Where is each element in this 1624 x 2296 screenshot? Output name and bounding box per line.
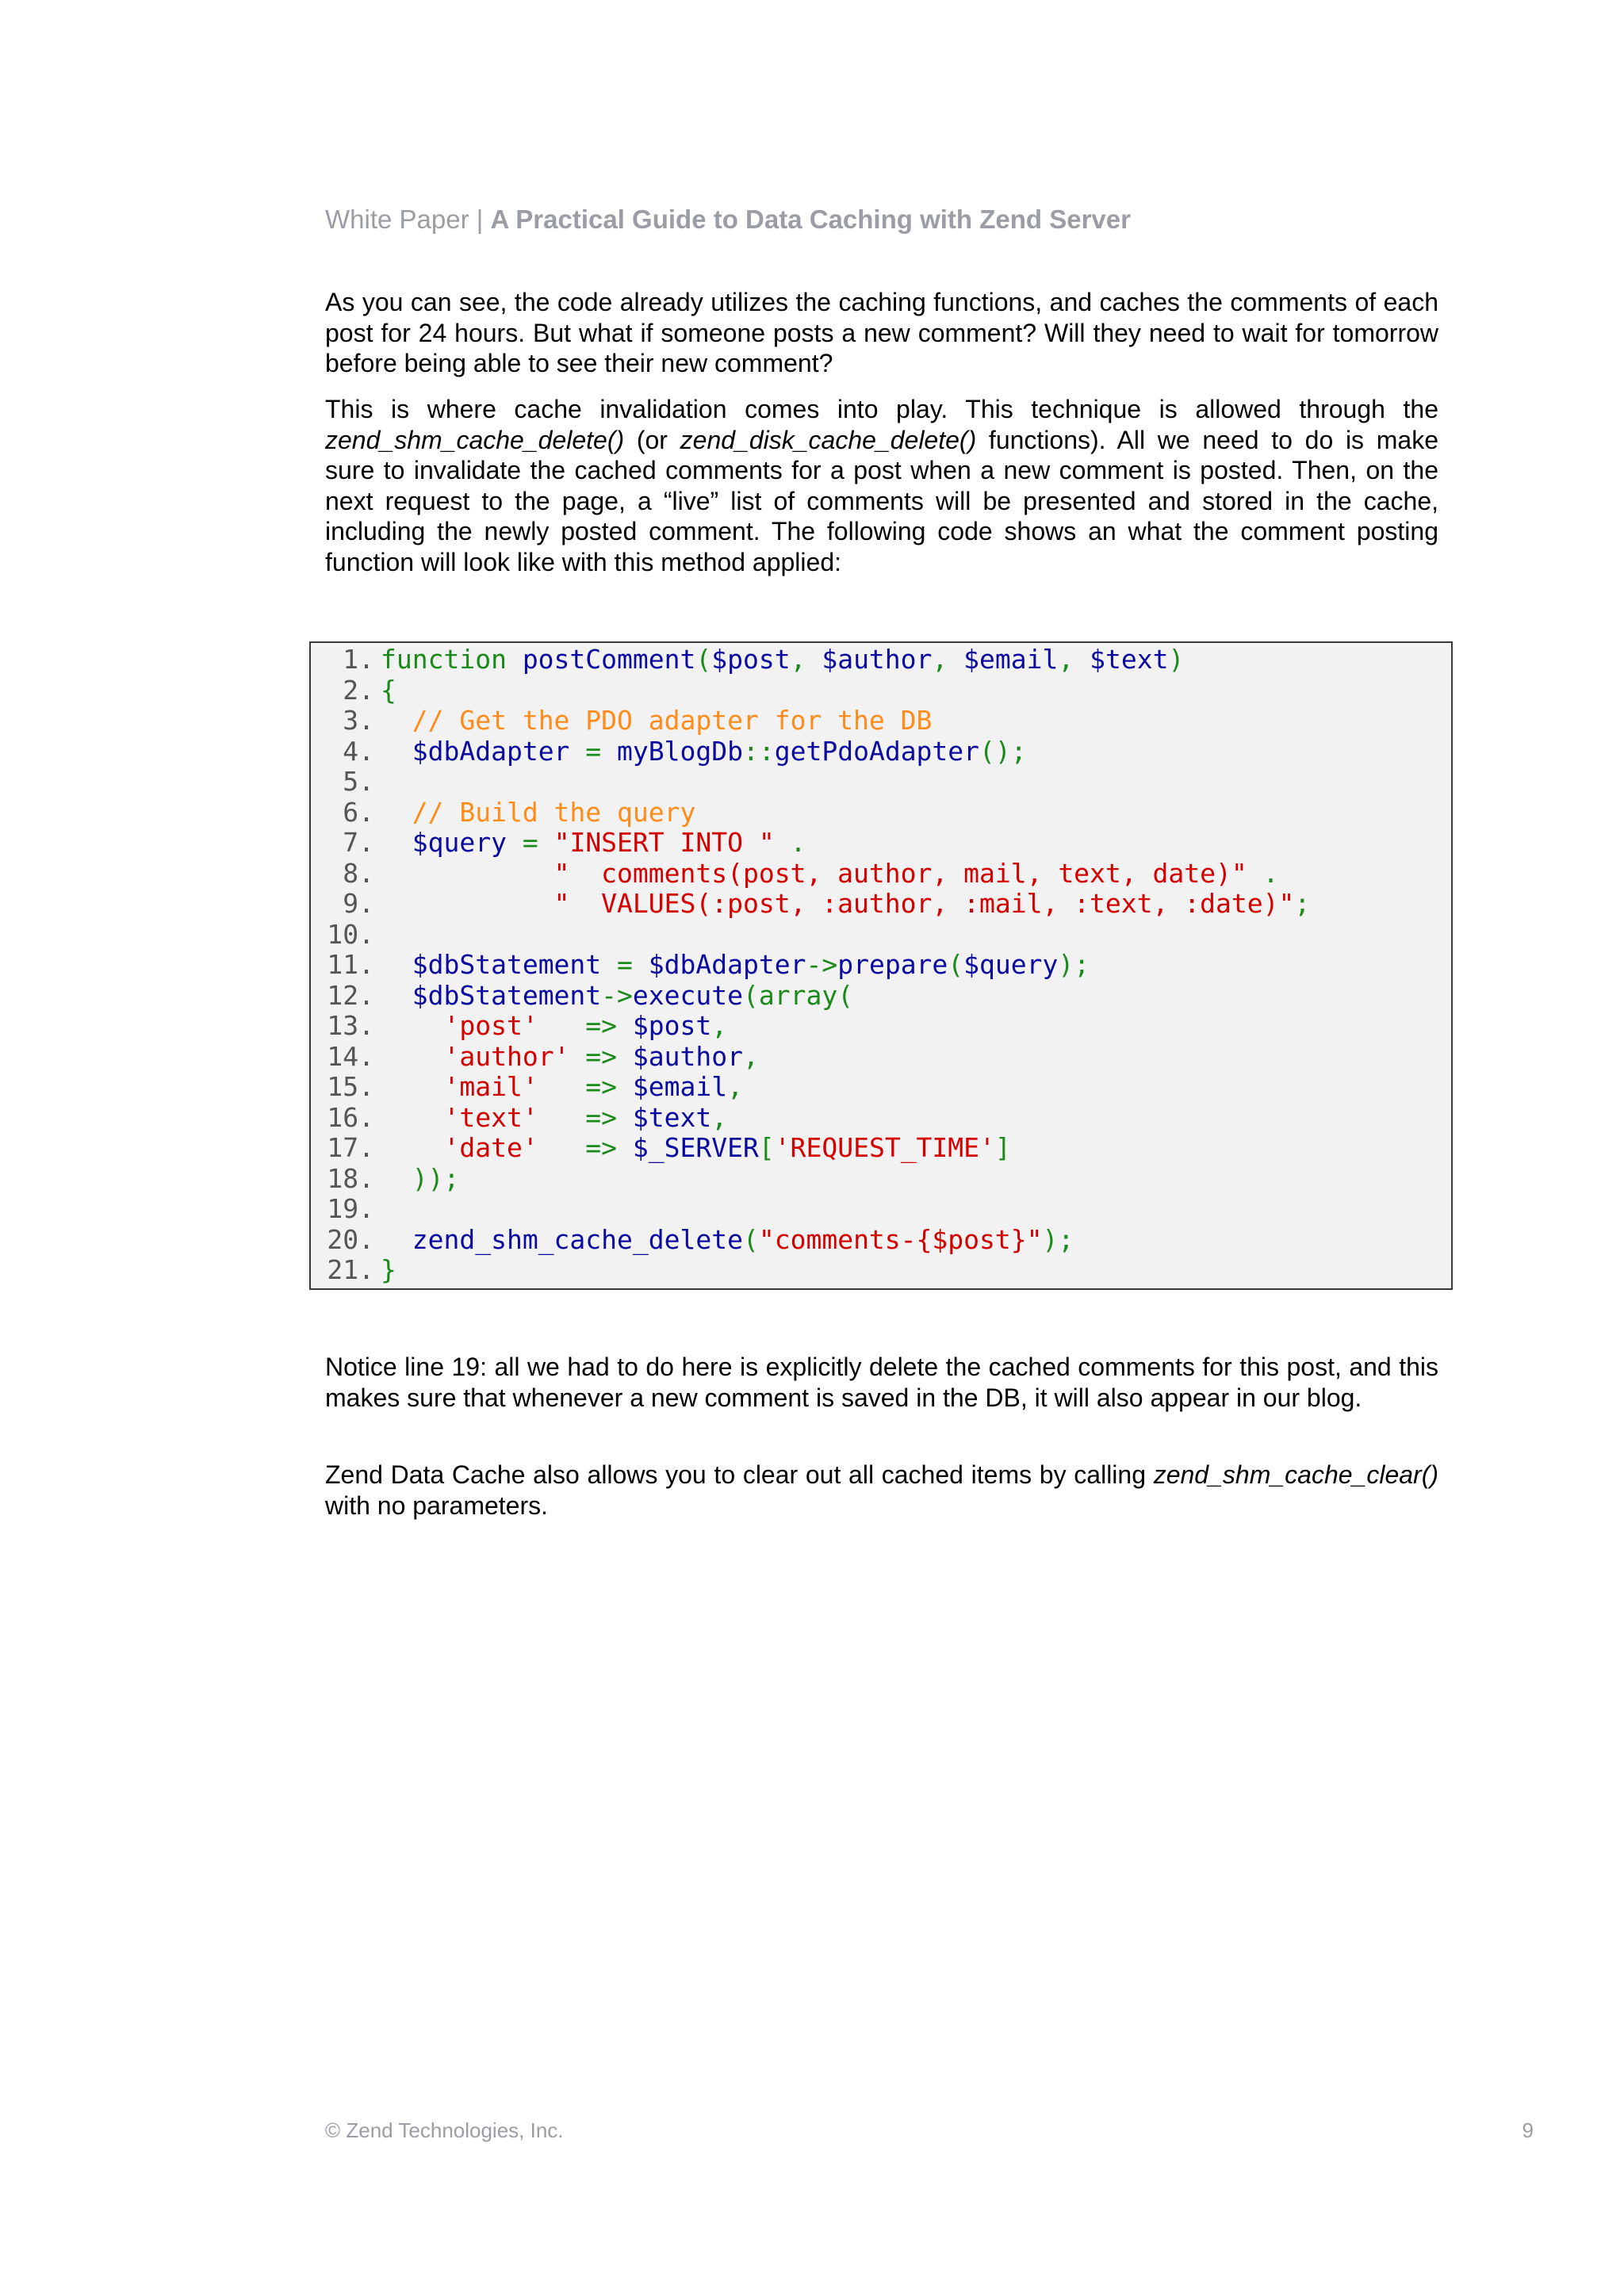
- line-number: 6.: [343, 796, 374, 828]
- code-token: [381, 949, 412, 980]
- code-text: [374, 1133, 1011, 1164]
- code-line: [311, 920, 1451, 951]
- code-token: ,: [932, 644, 964, 675]
- code-line: [311, 1011, 1451, 1042]
- code-token: postComment: [522, 644, 696, 675]
- code-token: 'author': [443, 1040, 570, 1072]
- code-text: [374, 767, 381, 798]
- code-token: ;: [1294, 888, 1311, 919]
- code-text: [374, 1164, 459, 1195]
- code-token: ,: [790, 644, 822, 675]
- code-token: prepare: [837, 949, 948, 980]
- code-token: "comments-{$post}": [758, 1223, 1043, 1255]
- code-line: [311, 798, 1451, 828]
- code-block: [309, 641, 1453, 1290]
- code-token: 'text': [443, 1101, 538, 1133]
- paragraph-4: [325, 1460, 1438, 1521]
- code-text: [374, 1194, 381, 1225]
- code-token: ->: [601, 979, 633, 1011]
- code-line: [311, 1255, 1451, 1286]
- code-token: [381, 1102, 443, 1133]
- code-token: $query: [412, 827, 507, 858]
- code-token: ::: [743, 735, 775, 767]
- code-text: [374, 920, 381, 951]
- code-line: [311, 828, 1451, 859]
- code-token: [: [758, 1132, 775, 1163]
- code-token: =>: [538, 1071, 633, 1102]
- code-token: $text: [632, 1101, 712, 1133]
- code-token: $post: [711, 644, 791, 675]
- line-number: 15.: [327, 1071, 374, 1102]
- footer-page-number: 9: [1522, 2118, 1534, 2142]
- code-text: [374, 950, 1090, 981]
- code-text: [374, 675, 396, 706]
- line-number: 17.: [327, 1132, 374, 1163]
- code-token: 'date': [443, 1132, 538, 1163]
- code-token: $dbAdapter: [648, 949, 806, 980]
- code-token: $email: [963, 644, 1059, 675]
- code-text: [374, 645, 1184, 675]
- code-token: );: [1042, 1223, 1074, 1255]
- code-token: " comments(post, author, mail, text, date)": [553, 857, 1247, 889]
- code-token: =: [569, 735, 618, 767]
- code-line: [311, 645, 1451, 675]
- code-token: 'REQUEST_TIME': [774, 1132, 995, 1163]
- code-token: function: [381, 644, 523, 675]
- code-token: $dbAdapter: [412, 735, 570, 767]
- code-token: ]: [994, 1132, 1011, 1163]
- code-token: [381, 980, 412, 1011]
- code-token: ->: [806, 949, 838, 980]
- code-line: [311, 950, 1451, 981]
- line-number: 9.: [343, 888, 374, 919]
- code-text: [374, 1072, 743, 1103]
- code-token: [381, 1041, 443, 1072]
- paragraph-4-func-clear: zend_shm_cache_clear(): [1153, 1460, 1438, 1489]
- line-number: 12.: [327, 979, 374, 1011]
- code-line: [311, 767, 1451, 798]
- code-token: ));: [412, 1162, 460, 1194]
- code-token: ,: [711, 1010, 728, 1041]
- code-line: [311, 675, 1451, 706]
- code-text: [374, 1011, 727, 1042]
- code-token: [381, 888, 554, 919]
- code-token: [381, 827, 412, 858]
- code-token: (: [743, 979, 759, 1011]
- code-text: [374, 981, 853, 1012]
- paragraph-2-text-a: This is where cache invalidation comes into play. This technique is allowed through the: [325, 395, 1438, 423]
- code-token: $author: [822, 644, 933, 675]
- line-number: 16.: [327, 1101, 374, 1133]
- code-text: [374, 1225, 1074, 1256]
- code-text: [374, 859, 1278, 890]
- line-number: 13.: [327, 1010, 374, 1041]
- code-token: execute: [632, 979, 743, 1011]
- code-line: [311, 859, 1451, 890]
- code-token: $dbStatement: [412, 979, 602, 1011]
- code-token: getPdoAdapter: [774, 735, 980, 767]
- code-text: [374, 737, 1027, 767]
- header-series: White Paper: [325, 205, 469, 234]
- code-line: [311, 1164, 1451, 1195]
- page-header: [325, 205, 1131, 235]
- header-title: A Practical Guide to Data Caching with Zend Server: [490, 205, 1131, 234]
- code-token: // Build the query: [412, 796, 696, 828]
- code-line: [311, 1194, 1451, 1225]
- line-number: 7.: [343, 827, 374, 858]
- paragraph-2-func-shm: zend_shm_cache_delete(): [325, 425, 625, 454]
- line-number: 20.: [327, 1223, 374, 1255]
- code-text: [374, 1255, 396, 1286]
- line-number: 4.: [343, 735, 374, 767]
- code-token: 'post': [443, 1010, 538, 1041]
- code-line: [311, 1225, 1451, 1256]
- code-token: (: [695, 644, 712, 675]
- code-token: =>: [538, 1101, 633, 1133]
- code-token: $author: [632, 1040, 743, 1072]
- paragraph-4-text-c: with no parameters.: [325, 1490, 549, 1520]
- code-token: );: [1058, 949, 1090, 980]
- line-number: 18.: [327, 1162, 374, 1194]
- code-token: =: [506, 827, 554, 858]
- code-token: ();: [979, 735, 1027, 767]
- code-token: =: [601, 949, 649, 980]
- paragraph-3: Notice line 19: all we had to do here is explicitly delete the cached comments for this post, and this makes sure that whenever a new comment is saved in the DB, it will also appear in our blog.: [325, 1353, 1438, 1412]
- code-token: (: [742, 1223, 759, 1255]
- paragraph-2-func-disk: zend_disk_cache_delete(): [680, 425, 977, 454]
- paragraph-2: [325, 394, 1438, 577]
- code-line: [311, 1103, 1451, 1134]
- code-line: [311, 737, 1451, 767]
- code-token: ,: [743, 1040, 759, 1072]
- code-token: [381, 1071, 443, 1102]
- code-token: (: [948, 949, 964, 980]
- code-token: $query: [963, 949, 1059, 980]
- code-text: [374, 889, 1310, 920]
- code-token: [381, 1010, 443, 1041]
- code-token: 'mail': [443, 1071, 538, 1102]
- line-number: 1.: [343, 644, 374, 675]
- paragraph-4-text-a: Zend Data Cache also allows you to clear out all cached items by calling: [325, 1460, 1154, 1489]
- code-token: $post: [632, 1010, 712, 1041]
- code-text: [374, 798, 695, 828]
- paragraph-1: As you can see, the code already utilizes the caching functions, and caches the comments of each post for 24 hours. But what if someone posts a new comment? Will they need to wait for tomorrow before being able to see their new comment?: [325, 288, 1438, 377]
- code-token: myBlogDb: [617, 735, 743, 767]
- code-line: [311, 981, 1451, 1012]
- line-number: 19.: [327, 1193, 374, 1224]
- paragraph-2-text-c: (or: [624, 425, 680, 454]
- line-number: 10.: [327, 918, 374, 950]
- code-text: [374, 1042, 759, 1073]
- header-separator: |: [476, 205, 484, 234]
- code-token: =>: [538, 1010, 633, 1041]
- code-token: zend_shm_cache_delete: [412, 1223, 743, 1255]
- code-token: =>: [569, 1040, 633, 1072]
- code-token: // Get the PDO adapter for the DB: [412, 705, 933, 736]
- code-token: "INSERT INTO ": [553, 827, 775, 858]
- code-token: [381, 1163, 412, 1194]
- code-token: }: [381, 1254, 396, 1285]
- code-token: .: [774, 827, 806, 858]
- code-token: $text: [1090, 644, 1169, 675]
- code-token: [381, 1132, 443, 1163]
- line-number: 14.: [327, 1040, 374, 1072]
- code-text: [374, 706, 932, 737]
- code-text: [374, 1103, 727, 1134]
- line-number: 21.: [327, 1254, 374, 1285]
- line-number: 3.: [343, 705, 374, 736]
- code-token: array: [758, 979, 838, 1011]
- code-token: [381, 736, 412, 767]
- code-token: =>: [538, 1132, 633, 1163]
- code-line: [311, 1133, 1451, 1164]
- code-token: ,: [1058, 644, 1090, 675]
- code-token: (: [837, 979, 854, 1011]
- code-token: ): [1168, 644, 1185, 675]
- paragraph-2-text-e: functions). All we need to do is make sure to invalidate the cached comments for a post when a new comment is posted. Then, on the next request to the page, a “live” list of comments will be presented and stored in the cache, including the newly posted comment. The following code shows an what the comment posting function will look like with this method applied:: [325, 425, 1438, 576]
- code-line: [311, 1042, 1451, 1073]
- code-line: [311, 1072, 1451, 1103]
- code-token: $_SERVER: [632, 1132, 759, 1163]
- code-token: " VALUES(:post, :author, :mail, :text, :date)": [553, 888, 1295, 919]
- code-token: $dbStatement: [412, 949, 602, 980]
- code-token: [381, 797, 412, 828]
- code-token: [381, 858, 554, 889]
- code-token: $email: [632, 1071, 728, 1102]
- line-number: 8.: [343, 857, 374, 889]
- code-token: ,: [727, 1071, 744, 1102]
- code-line: [311, 889, 1451, 920]
- footer-copyright: © Zend Technologies, Inc.: [325, 2118, 564, 2142]
- code-token: {: [381, 674, 396, 706]
- line-number: 11.: [327, 949, 374, 980]
- code-token: [381, 705, 412, 736]
- line-number: 2.: [343, 674, 374, 706]
- code-token: ,: [711, 1101, 728, 1133]
- code-text: [374, 828, 806, 859]
- line-number: 5.: [343, 766, 374, 797]
- code-line: [311, 706, 1451, 737]
- code-token: [381, 1224, 412, 1255]
- code-token: .: [1247, 857, 1279, 889]
